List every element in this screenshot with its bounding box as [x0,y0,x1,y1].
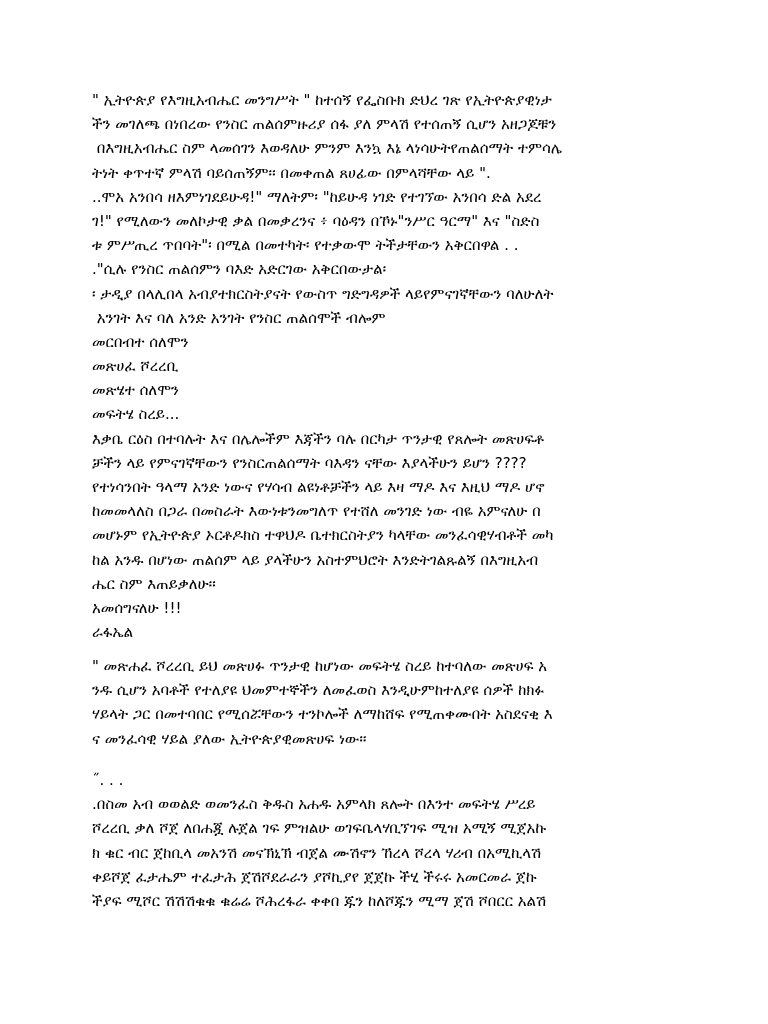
text-line: ትነት ቀጥተኛ ምላሽ ባይሰጠኝም፡፡ በመቀጠል ጸሀፊው በምላሻቸው ላይ ". [92,163,491,182]
text-block-book-description [92,654,692,751]
text-line: ቀይሾጀ ፈታሔም ተፈታሕ ጀሽሾደራራን ያሾኪያየ ጀጀኩ ችሂ ችሩሩ አመርመራ ጀኩ [92,867,537,886]
text-line: ንዱ ሲሆን አባቶች የተለያዩ ህመምተኞችን ለመፈወስ እንዲሁምከተለያዩ ሰዎች ከክፉ [92,681,545,700]
text-line: መሆኑም የኢትዮጵያ ኦርቶዶክስ ተዋህዶ ቤተክርስትያን ካላቸው መንፈሳዊሃብቶች መካ [92,526,554,545]
text-line: መጽሄተ ሰለሞን [92,381,179,400]
signature-line: ራፋኤል [92,623,134,642]
text-line: ፡ ታዲያ በላሊበላ አብያተክርስትያናት የውስጥ ግድግዳዎች ላይየምናገኛቸውን ባለሁለት [92,284,554,303]
text-line: በእግዚአብሔር ስም ላመሰገን እወዳለሁ ምንም እንኳ እኔ ላነሳሁትየጠልሰማት ተምሳሌ [92,139,562,158]
text-block-intro [92,88,692,644]
text-line: " መጽሐፈ ሾረረቢ ይህ መጽሀፉ ጥንታዊ ከሆነው መፍትሄ ስረይ ከተባለው መጽሀፍ አ [92,657,548,675]
text-line: ገ!" የሚለውን መለኮታዊ ቃል በመቃረንና ፥ ባዕዳን በኾኑ"ንሥር ዓርማ" እና "ስድስ [92,211,540,230]
text-line: ."ሲሉ የንስር ጠልሰምን ባእድ አድርገው አቅርበውታል፡ [92,260,387,279]
text-line: የተነሳንበት ዓላማ አንድ ነውና የሃሳብ ልዩነቶቻችን ላይ እዛ ማዶ እና እዚህ ማዶ ሆኖ [92,478,545,496]
text-line: ሔር ስም እጠይቃለሁ፡፡ [92,574,216,593]
text-line: ..ሞአ አንበሳ ዘእምነገደይሁዳ!" ማለትም፡ "ከይሁዳ ነገድ የተገኘው አንበሳ ድል አደረ [92,187,542,206]
text-line: ችያፍ ሚሾር ሽሽሽቁቁ ቁሬሬ ሾሕረፋራ ቀቀበ ጁን ከለሾጁን ሚማ ጀሽ ሾበርር አልሽ [92,891,547,910]
text-line: እቃቤ ርዕስ በተባሉት እና በሌሎችም እጃችን ባሉ በርካታ ጥንታዊ የጸሎት መጽሀፍቶ [92,429,544,448]
text-line: መርበብተ ሰለሞን [92,332,189,351]
text-line: ሃይላት ጋር በመተባበር የሚሰሯቸውን ተንኮሎች ለማከሸፍ የሚጠቀሙበት አስደናቂ እ [92,705,553,724]
text-line: ከመመላለስ በጋራ በመስራት እውነቱንመግለጥ የተሸለ መንገድ ነው ብዬ አምናለሁ በ [92,502,541,521]
text-line: " ኢትዮጵያ የእግዚአብሔር መንግሥት " ከተሰኝ የፌስቡክ ድህረ ገጽ የኢትዮጵያዊነታ [92,91,552,109]
text-line: አንገት እና ባለ አንድ አንገት የንስር ጠልሰሞች ብሎም [92,308,386,327]
text-line: መጽሀፈ ሾረረቢ [92,357,179,376]
text-line: .በስመ አብ ወወልድ ወመንፈስ ቅዱስ አሐዱ አምላክ ጸሎት በእንተ መፍትሄ ሥረይ [92,795,536,814]
text-line: ˝. . . [92,771,124,789]
text-line: ከል አንዱ በሆነው ጠልሰም ላይ ያላችሁን አስተምህሮት እንድትገልጹልኝ በእግዚአብ [92,550,539,569]
text-line: ችን መገለጫ በነበረው የንስር ጠልሰምዙሪያ ሰፋ ያለ ምላሽ የተሰጠኝ ሲሆን አዘጋጆቹን [92,115,557,134]
text-line: ቻችን ላይ የምናገኛቸውን የንስርጠልሰማት ባእዳን ናቸው እያላችሁን ይሆን ???? [92,453,527,472]
text-line: አመሰግናለሁ !!! [92,598,182,617]
text-line: ቱ ምሥጢረ ጥበባት"፡ በሚል በመተካት፡ የተቃውሞ ትችታቸውን አቅርበዋል . . [92,236,519,255]
text-line: መፍትሄ ስረይ... [92,405,180,424]
text-line: ና መንፈሳዊ ሃይል ያለው ኢትዮጵያዊመጽሀፍ ነው፡፡ [92,729,367,748]
text-line: ሾረረቢ ቃለ ሾጀ ለበሐጇ ሉጀል ገፍ ምዝልሁ ወገፍቤላሃቢኘገፍ ሚዝ አሚኝ ሚጀአኩ [92,819,547,838]
text-line: ክ ቁር ብር ጀከቢላ መአንሽ መናኽኒኽ ብጀል ሙሽኖን ኸረላ ሾረላ ሃሪብ በአሚኪላሽ [92,843,542,862]
text-block-prayer [92,768,692,913]
